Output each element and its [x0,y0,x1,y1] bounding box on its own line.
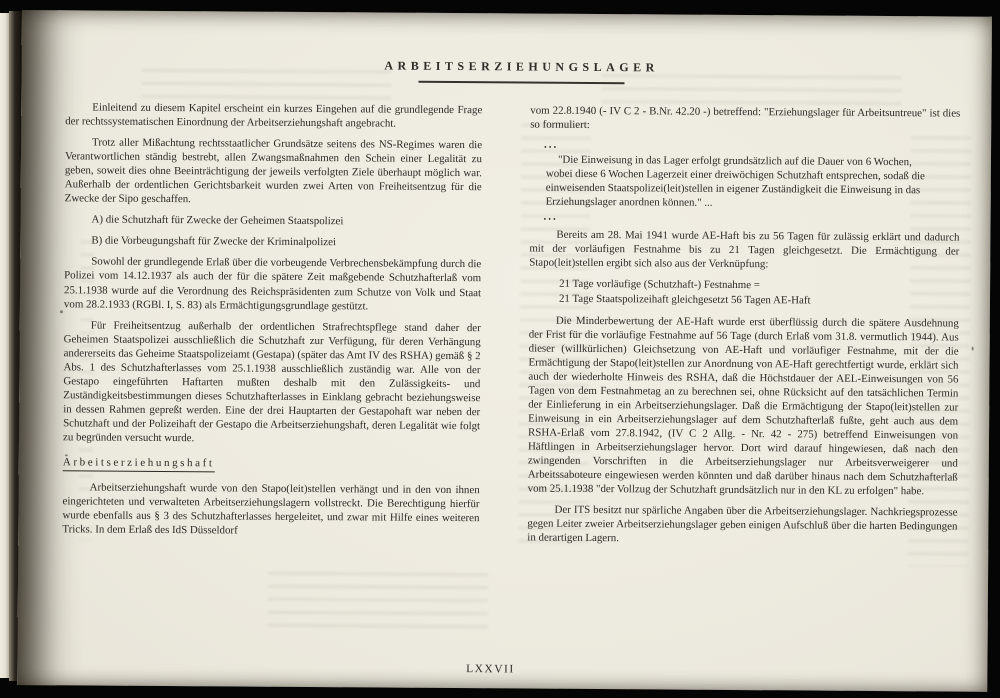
equation-line: 21 Tage Staatspolizeihaft gleichgesetzt 56 Tagen AE-Haft [558,293,811,307]
bleed-through-artifact [268,572,488,634]
list-item-a: A) die Schutzhaft für Zwecke der Geheimen Staatspolizei [91,213,344,228]
paragraph: Bereits am 28. Mai 1941 wurde AE-Haft bis zu 56 Tagen für zulässig erklärt und dadurch mit der vorläufigen Festnahme bis zu 21 Tagen gleichgesetzt. Die Ermächtigung der Stapo(leit)stellen ergibt sich also aus der Verknüpfung: [529,229,960,271]
paragraph: Einleitend zu diesem Kapitel erscheint ein kurzes Eingehen auf die grundlegende Frage der rechtssystematischen Einordnung der Arbeitserziehungshaft angebracht. [65,101,483,130]
document-page [17,10,992,692]
block-quote: "Die Einweisung in das Lager erfolgt grundsätzlich auf die Dauer von 6 Wochen, wobei diese 6 Wochen Lagerzeit einer dreiwöchigen Schutzhaft entsprechen, sodaß die einweisenden Staatspolizei(leit)stellen in eigener Zuständigkeit die Einweisung in das Erziehungslager anordnen können." ... [545,153,925,210]
paragraph: Der ITS besitzt nur spärliche Angaben über die Arbeitserziehungslager. Nachkriegsprozesse gegen Leiter zweier Arbeitserziehungslager geben einigen Aufschluß über die harten Bedingungen in derartigen Lagern. [527,503,958,545]
section-heading: Arbeitserziehungshaft [63,455,215,472]
scan-speck [60,310,63,313]
paragraph: vom 22.8.1940 (- IV C 2 - B.Nr. 42.20 -) betreffend: "Erziehungslager für Arbeitsuntreue" ist dies so formuliert: [530,104,961,132]
ellipsis-line: ... [544,138,559,151]
paragraph: Trotz aller Mißachtung rechtsstaatlicher Grundsätze seitens des NS-Regimes waren die Verantwortlichen ständig bestrebt, allen Zwangsmaßnahmen den Schein einer Legalität zu geben, soweit dies ohne Beeinträchtigung der jeweils verfolgten Ziele überhaupt möglich war. Außerhalb der ordentlichen Gerichtsbarkeit wurden zwei Arten von Freiheitsentzug für die Zwecke der Sipo geschaffen. [64,136,483,206]
right-text-column [527,104,960,555]
paragraph: Für Freiheitsentzug außerhalb der ordentlichen Strafrechtspflege stand daher der Geheimen Staatspolizei ausschließlich die Schutzhaft zur Verfügung, für deren Verhängung andererseits das Geheime Staatspolizeiamt (Gestapa) (später das Amt IV des RSHA) gemäß § 2 Abs. 1 des Schutzhafterlasses vom 25.1.1938 ausschließlich zuständig war. Alle von der Gestapo eingeführten Haftarten mußten deshalb mit den Zulässigkeits- und Zuständigkeitsbestimmungen dieses Schutzhafterlasses in Einklang gebracht beziehungsweise in dessen Rahmen gepreßt werden. Eine der drei Hauptarten der Gestapohaft war neben der Schutzhaft und der Polizeihaft der Gestapo die Arbeitserziehungshaft, deren Legalität wie folgt zu begründen versucht wurde. [62,319,481,445]
page-number: LXXVII [466,663,515,676]
equation-line: 21 Tage vorläufige (Schutzhaft-) Festnahme = [559,278,760,292]
facing-page-edge [0,13,9,678]
list-item-b: B) die Vorbeugungshaft für Zwecke der Kriminalpolizei [91,234,337,249]
paragraph: Die Minderbewertung der AE-Haft wurde erst überflüssig durch die spätere Ausdehnung der Frist für die vorläufige Festnahme auf 56 Tage (durch Erlaß vom 31.8. vermutlich 1944). Aus dieser (willkürlichen) Gleichsetzung von AE-Haft und vorläufiger Festnahme, mit der die Ermächtigung der Stapo(leit)stellen zur Anordnung von AE-Haft gerechtfertigt wurde, erklärt sich auch der wiederholte Hinweis des RSHA, daß die Höchstdauer der AEL-Einweisungen von 56 Tagen von dem Festnahmetag an zu berechnen sei, ohne Rücksicht auf den tatsächlichen Termin der Einlieferung in ein Arbeitserziehungslager. Daß die Ermächtigung der Stapo(leit)stellen zur Einweisung in ein Arbeitserziehungslager auf dem Schutzhafterlaß fußte, geht auch aus dem RSHA-Erlaß vom 27.8.1942, (IV C 2 Allg. - Nr. 42 - 275) betreffend Einweisungen von Häftlingen in Arbeitserziehungslager hervor. Dort wird darauf hingewiesen, daß nach den zwingenden Vorschriften in die Arbeitserziehungslager nur Arbeitsverweigerer und Arbeitssaboteure eingewiesen werden könnten und daß darüber hinaus nach dem Schutzhafterlaß vom 25.1.1938 "der Vollzug der Schutzhaft grundsätzlich nur in den KL zu erfolgen" habe. [527,314,959,498]
ellipsis-line: ... [543,210,558,224]
paragraph: Arbeitserziehungshaft wurde von den Stapo(leit)stellen verhängt und in den von ihnen eingerichteten und verwalteten Arbeitserziehungslagern vollstreckt. Die Berechtigung hierfür wurde ebenfalls aus § 3 des Schutzhafterlasses hergeleitet, und zwar mit Hilfe eines weiteren Tricks. In dem Erlaß des IdS Düsseldorf [62,481,480,537]
left-text-column [62,100,482,546]
scan-speck [972,347,974,351]
header-rule [419,81,625,84]
paragraph: Sowohl der grundlegende Erlaß über die vorbeugende Verbrechensbekämpfung durch die Polizei vom 14.12.1937 als auch der für die spätere Zeit maßgebende Schutzhafterlaß vom 25.1.1938 wurde auf die Verordnung des Reichspräsidenten zum Schutze von Volk und Staat vom 28.2.1933 (RGBl. I, S. 83) als Ermächtigungsgrundlage gestützt. [63,255,482,312]
page-title: ARBEITSERZIEHUNGSLAGER [384,58,659,75]
page-header [82,56,962,86]
